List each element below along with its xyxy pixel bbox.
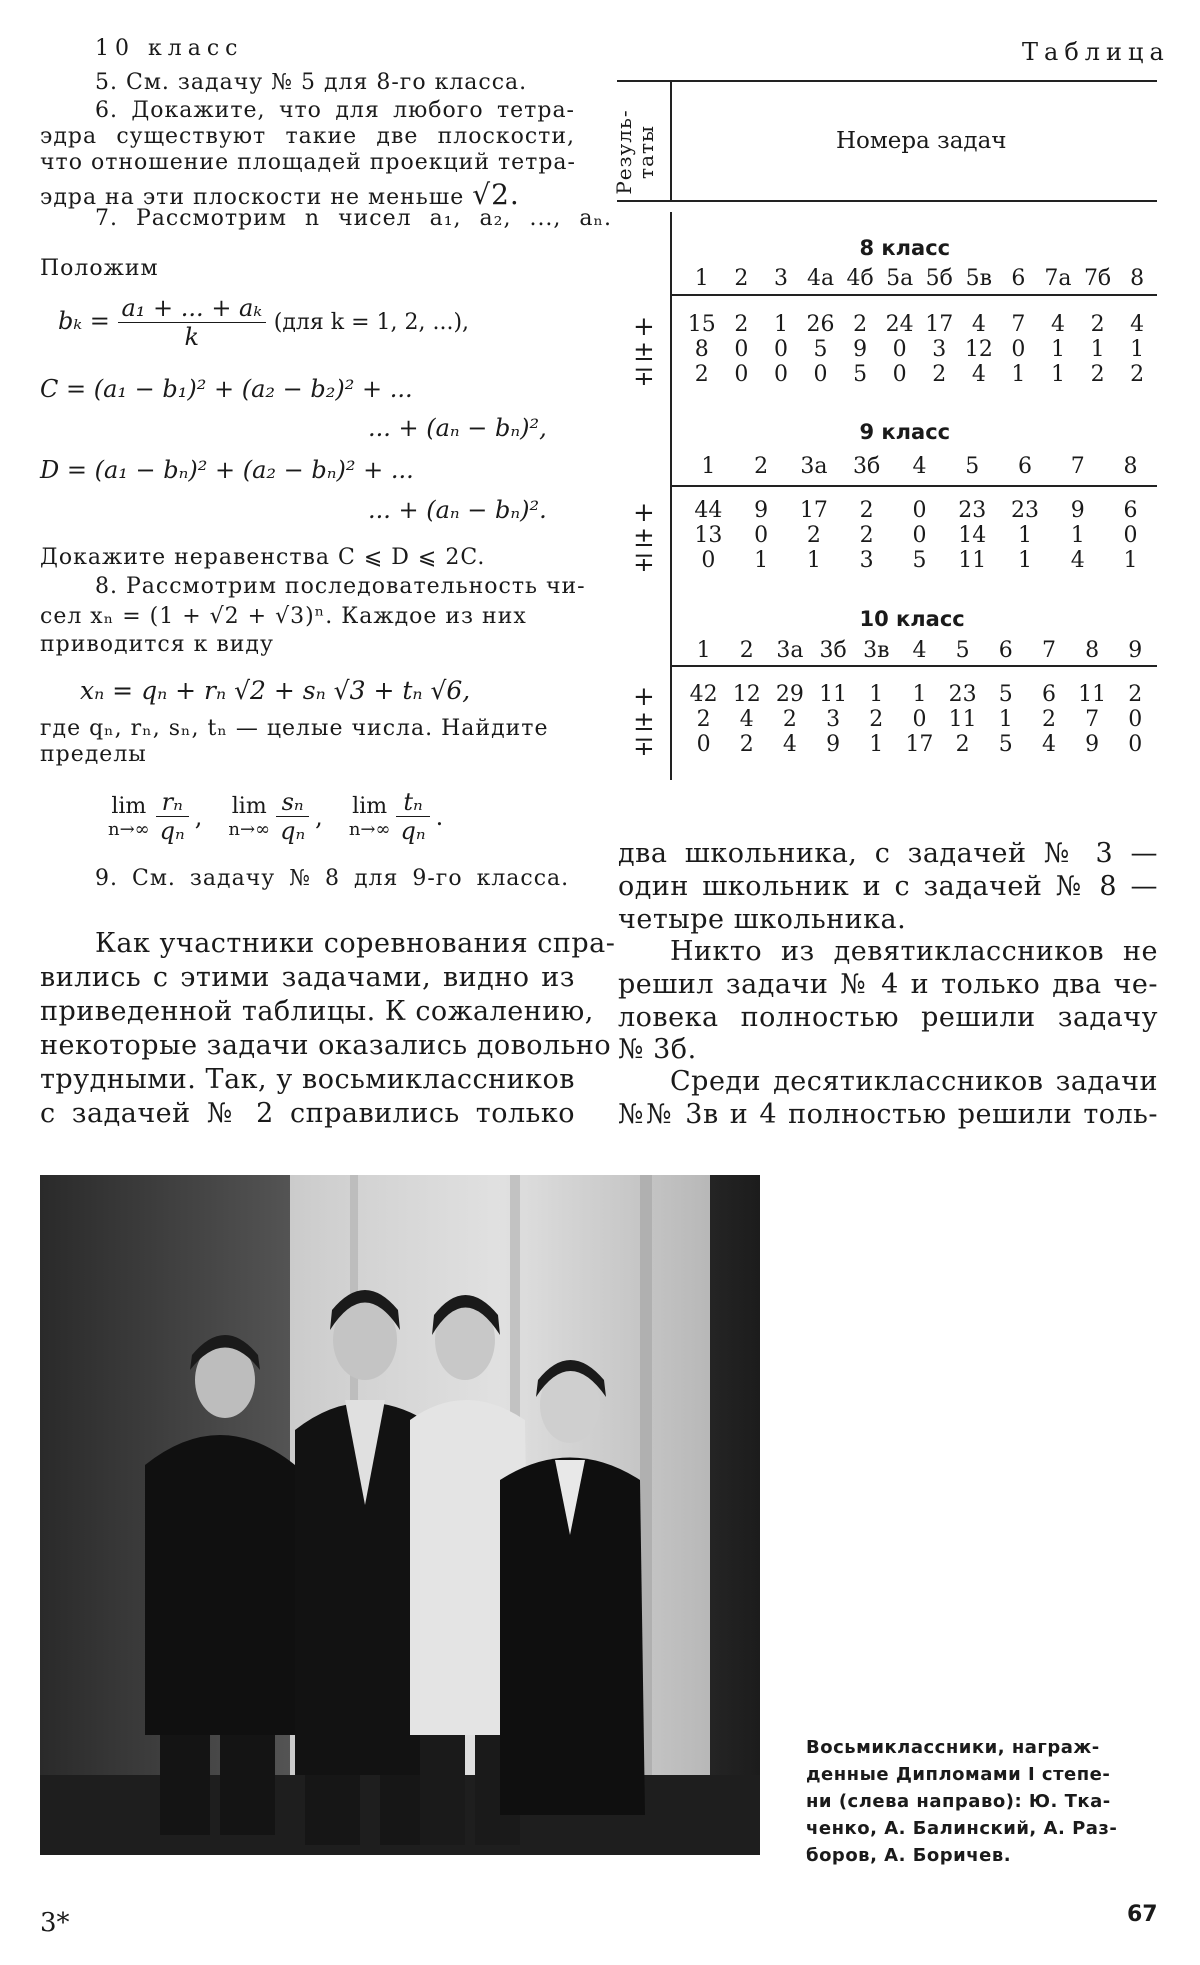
table-cell: 7 bbox=[1011, 312, 1026, 337]
comma: , bbox=[194, 802, 203, 831]
table-row bbox=[682, 362, 1157, 387]
table-cell: 1 bbox=[1017, 523, 1032, 548]
problem-number: 7б bbox=[1083, 266, 1112, 291]
problem-9: 9. См. задачу № 8 для 9-го класса. bbox=[95, 866, 570, 891]
column-problems-header: Номера задач bbox=[836, 128, 1007, 154]
table-cell: 0 bbox=[912, 707, 927, 732]
problem-number: 2 bbox=[734, 266, 749, 291]
table-cell: 1 bbox=[1050, 362, 1065, 387]
problem-number: 4 bbox=[912, 454, 927, 479]
table-row bbox=[682, 312, 1157, 337]
table-cell: 1 bbox=[912, 682, 927, 707]
table-cell: 0 bbox=[754, 523, 769, 548]
table-cell: 2 bbox=[1041, 707, 1056, 732]
problem-8-line-3: приводится к виду bbox=[40, 632, 274, 657]
problem-number: 4 bbox=[912, 638, 927, 663]
problem-number: 8 bbox=[1130, 266, 1145, 291]
table-cell: 4 bbox=[1050, 312, 1065, 337]
table-cell: 4 bbox=[782, 732, 797, 757]
problem-6-line-1: 6. Докажите, что для любого тетра- bbox=[95, 98, 575, 123]
c-formula-line-1: C = (a₁ − b₁)² + (a₂ − b₂)² + ... bbox=[40, 375, 413, 403]
table-cell: 2 bbox=[932, 362, 947, 387]
table-cell: 3 bbox=[826, 707, 841, 732]
table-vertical-rule-body bbox=[670, 212, 672, 780]
table-cell: 0 bbox=[892, 337, 907, 362]
comma: , bbox=[315, 802, 323, 831]
table-cell: 2 bbox=[734, 312, 749, 337]
problem-number: 8 bbox=[1085, 638, 1100, 663]
table-row bbox=[682, 523, 1157, 548]
grade-header-rule bbox=[672, 294, 1157, 296]
sqrt2-expression: √2. bbox=[472, 178, 520, 211]
problem-number: 3б bbox=[819, 638, 847, 663]
limit-3 bbox=[349, 788, 443, 845]
table-cell: 3 bbox=[932, 337, 947, 362]
table-cell: 1 bbox=[1050, 337, 1065, 362]
table-cell: 2 bbox=[1130, 362, 1145, 387]
lim-operator bbox=[349, 794, 391, 840]
table-cell: 23 bbox=[948, 682, 977, 707]
table-cell: 9 bbox=[853, 337, 868, 362]
table-cell: 17 bbox=[905, 732, 934, 757]
grade-header-row bbox=[682, 454, 1157, 479]
problem-number: 7а bbox=[1044, 266, 1072, 291]
limit-fraction bbox=[156, 788, 189, 845]
bk-denominator: k bbox=[184, 323, 200, 351]
table-cell: 4 bbox=[1070, 548, 1085, 573]
problem-number: 8 bbox=[1123, 454, 1138, 479]
table-cell: 0 bbox=[813, 362, 828, 387]
table-cell: 24 bbox=[885, 312, 914, 337]
inequality-statement: Докажите неравенства C ⩽ D ⩽ 2C. bbox=[40, 545, 486, 570]
table-cell: 2 bbox=[1090, 312, 1105, 337]
table-cell: 44 bbox=[694, 498, 723, 523]
table-cell: 2 bbox=[869, 707, 884, 732]
table-cell: 0 bbox=[701, 548, 716, 573]
table-cell: 11 bbox=[958, 548, 987, 573]
table-cell: 1 bbox=[1123, 548, 1138, 573]
problem-number: 5в bbox=[965, 266, 993, 291]
table-cell: 2 bbox=[739, 732, 754, 757]
table-cell: 5 bbox=[998, 732, 1013, 757]
table-cell: 4 bbox=[971, 362, 986, 387]
result-sign: ± bbox=[633, 337, 655, 367]
problem-number: 3 bbox=[773, 266, 788, 291]
table-cell: 2 bbox=[859, 498, 874, 523]
table-cell: 5 bbox=[813, 337, 828, 362]
limit-2 bbox=[228, 788, 322, 845]
table-row bbox=[682, 498, 1157, 523]
problem-number: 3б bbox=[853, 454, 881, 479]
problem-number: 4а bbox=[806, 266, 835, 291]
table-cell: 0 bbox=[734, 362, 749, 387]
grade-title: 10 класс bbox=[859, 607, 965, 631]
para-line-4: некоторые задачи оказались довольно bbox=[40, 1030, 612, 1061]
table-cell: 0 bbox=[912, 498, 927, 523]
problem-8-line-4: где qₙ, rₙ, sₙ, tₙ — целые числа. Найдите bbox=[40, 716, 549, 741]
grade-title: 8 класс bbox=[859, 236, 951, 260]
table-cell: 0 bbox=[1128, 732, 1143, 757]
table-cell: 1 bbox=[869, 732, 884, 757]
table-cell: 9 bbox=[1085, 732, 1100, 757]
table-cell: 17 bbox=[799, 498, 828, 523]
table-cell: 13 bbox=[694, 523, 723, 548]
table-cell: 0 bbox=[912, 523, 927, 548]
lim-word: lim bbox=[231, 793, 267, 819]
right-line-7: № 3б. bbox=[618, 1034, 697, 1065]
table-cell: 1 bbox=[806, 548, 821, 573]
problem-8-line-5: пределы bbox=[40, 742, 147, 767]
grade-title: 9 класс bbox=[859, 420, 951, 444]
table-cell: 8 bbox=[694, 337, 709, 362]
problem-number: 5 bbox=[965, 454, 980, 479]
problem-6-line-4-text: эдра на эти плоскости не меньше bbox=[40, 185, 465, 210]
table-vertical-rule-top bbox=[670, 82, 672, 200]
right-line-1: два школьника, с задачей № 3 — bbox=[618, 838, 1158, 869]
table-row bbox=[682, 548, 1157, 573]
problem-number: 2 bbox=[739, 638, 754, 663]
table-cell: 2 bbox=[1128, 682, 1143, 707]
table-cell: 1 bbox=[1130, 337, 1145, 362]
limit-fraction bbox=[396, 788, 429, 845]
table-top-rule bbox=[617, 80, 1157, 82]
table-row bbox=[682, 707, 1157, 732]
table-cell: 11 bbox=[1078, 682, 1107, 707]
limit-1 bbox=[108, 788, 202, 845]
bk-formula bbox=[58, 294, 469, 351]
table-cell: 6 bbox=[1041, 682, 1056, 707]
table-cell: 2 bbox=[696, 707, 711, 732]
table-cell: 2 bbox=[955, 732, 970, 757]
problem-number: 6 bbox=[1011, 266, 1026, 291]
result-sign: ± bbox=[633, 523, 655, 553]
limit-denominator: qₙ bbox=[280, 817, 306, 845]
result-sign: ∓ bbox=[633, 548, 655, 578]
table-cell: 0 bbox=[1123, 523, 1138, 548]
problem-number: 9 bbox=[1128, 638, 1143, 663]
table-cell: 0 bbox=[696, 732, 711, 757]
period: . bbox=[435, 802, 444, 831]
table-cell: 2 bbox=[694, 362, 709, 387]
result-sign: + bbox=[633, 312, 655, 342]
table-cell: 6 bbox=[1123, 498, 1138, 523]
problem-8-line-1: 8. Рассмотрим последовательность чи- bbox=[95, 574, 586, 599]
result-sign: ± bbox=[633, 707, 655, 737]
problem-7: 7. Рассмотрим n чисел a₁, a₂, ..., aₙ. bbox=[95, 206, 613, 231]
problem-number: 4б bbox=[846, 266, 874, 291]
problem-number: 1 bbox=[696, 638, 711, 663]
table-cell: 4 bbox=[1130, 312, 1145, 337]
lim-operator bbox=[228, 794, 270, 840]
limit-numerator: tₙ bbox=[396, 788, 429, 817]
table-cell: 42 bbox=[689, 682, 718, 707]
table-cell: 1 bbox=[1070, 523, 1085, 548]
class-heading: 10 класс bbox=[95, 36, 244, 61]
right-line-4: Никто из девятиклассников не bbox=[670, 936, 1158, 967]
table-cell: 0 bbox=[734, 337, 749, 362]
caption-line-5: боров, А. Боричев. bbox=[806, 1845, 1012, 1866]
result-sign: + bbox=[633, 498, 655, 528]
lim-subscript: n→∞ bbox=[348, 818, 391, 840]
para-line-6: с задачей № 2 справились только bbox=[40, 1098, 575, 1129]
table-cell: 1 bbox=[754, 548, 769, 573]
table-cell: 3 bbox=[859, 548, 874, 573]
table-cell: 7 bbox=[1085, 707, 1100, 732]
lim-operator bbox=[108, 794, 150, 840]
table-cell: 4 bbox=[1041, 732, 1056, 757]
problem-number: 7 bbox=[1041, 638, 1056, 663]
bk-numerator: a₁ + ... + aₖ bbox=[118, 294, 267, 323]
lim-subscript: n→∞ bbox=[228, 818, 271, 840]
para-line-2: вились с этими задачами, видно из bbox=[40, 962, 575, 993]
bk-lhs: bₖ = bbox=[58, 307, 110, 335]
para-line-1: Как участники соревнования спра- bbox=[95, 928, 616, 959]
problem-number: 5а bbox=[886, 266, 914, 291]
table-cell: 2 bbox=[853, 312, 868, 337]
xn-formula: xₙ = qₙ + rₙ √2 + sₙ √3 + tₙ √6, bbox=[80, 676, 471, 705]
limit-numerator: sₙ bbox=[276, 788, 309, 817]
result-sign: ∓ bbox=[633, 362, 655, 392]
table-cell: 26 bbox=[806, 312, 835, 337]
para-line-3: приведенной таблицы. К сожалению, bbox=[40, 996, 594, 1027]
table-cell: 9 bbox=[754, 498, 769, 523]
grade-header-row bbox=[682, 266, 1157, 291]
table-row bbox=[682, 337, 1157, 362]
problem-number: 6 bbox=[998, 638, 1013, 663]
polozhim-label: Положим bbox=[40, 256, 159, 281]
table-cell: 12 bbox=[732, 682, 761, 707]
table-cell: 11 bbox=[948, 707, 977, 732]
limit-denominator: qₙ bbox=[400, 817, 426, 845]
problem-number: 5 bbox=[955, 638, 970, 663]
caption-line-1: Восьмиклассники, награж- bbox=[806, 1737, 1100, 1758]
table-cell: 17 bbox=[925, 312, 954, 337]
table-cell: 12 bbox=[964, 337, 993, 362]
table-title: Таблица bbox=[1022, 38, 1170, 66]
problem-number: 6 bbox=[1017, 454, 1032, 479]
limit-denominator: qₙ bbox=[159, 817, 185, 845]
right-line-5: решил задачи № 4 и только два че- bbox=[618, 969, 1158, 1000]
right-line-3: четыре школьника. bbox=[618, 904, 907, 935]
table-cell: 0 bbox=[773, 362, 788, 387]
caption-line-2: денные Дипломами I степе- bbox=[806, 1764, 1111, 1785]
table-cell: 0 bbox=[1128, 707, 1143, 732]
table-row bbox=[682, 682, 1157, 707]
table-cell: 1 bbox=[773, 312, 788, 337]
problem-6-line-3: что отношение площадей проекций тетра- bbox=[40, 150, 576, 175]
table-cell: 2 bbox=[859, 523, 874, 548]
table-cell: 2 bbox=[782, 707, 797, 732]
problem-number: 7 bbox=[1070, 454, 1085, 479]
table-cell: 11 bbox=[819, 682, 848, 707]
table-cell: 15 bbox=[687, 312, 716, 337]
problem-number: 2 bbox=[754, 454, 769, 479]
table-cell: 23 bbox=[958, 498, 987, 523]
limit-numerator: rₙ bbox=[156, 788, 189, 817]
problem-number: 1 bbox=[701, 454, 716, 479]
right-line-6: ловека полностью решили задачу bbox=[618, 1002, 1158, 1033]
table-cell: 5 bbox=[912, 548, 927, 573]
table-row bbox=[682, 732, 1157, 757]
problem-6-line-2: эдра существуют такие две плоскости, bbox=[40, 124, 575, 149]
d-formula-line-1: D = (a₁ − bₙ)² + (a₂ − bₙ)² + ... bbox=[40, 456, 414, 484]
para-line-5: трудными. Так, у восьмиклассников bbox=[40, 1064, 575, 1095]
table-cell: 0 bbox=[892, 362, 907, 387]
table-cell: 5 bbox=[853, 362, 868, 387]
result-sign: ∓ bbox=[633, 732, 655, 762]
grade-header-row bbox=[682, 638, 1157, 663]
caption-line-3: ни (слева направо): Ю. Тка- bbox=[806, 1791, 1111, 1812]
grade-header-rule bbox=[672, 665, 1157, 667]
table-header-rule bbox=[617, 200, 1157, 202]
limits-row bbox=[108, 788, 443, 845]
table-cell: 0 bbox=[773, 337, 788, 362]
table-cell: 9 bbox=[1070, 498, 1085, 523]
problem-8-line-2: сел xₙ = (1 + √2 + √3)ⁿ. Каждое из них bbox=[40, 604, 527, 629]
problem-5: 5. См. задачу № 5 для 8-го класса. bbox=[95, 70, 528, 95]
table-cell: 1 bbox=[1090, 337, 1105, 362]
problem-number: 5б bbox=[925, 266, 953, 291]
lim-subscript: n→∞ bbox=[108, 818, 150, 840]
problem-number: 1 bbox=[694, 266, 709, 291]
problem-number: 3а bbox=[800, 454, 828, 479]
d-formula-line-2: ... + (aₙ − bₙ)². bbox=[368, 496, 547, 524]
table-cell: 2 bbox=[806, 523, 821, 548]
table-cell: 5 bbox=[998, 682, 1013, 707]
right-line-8: Среди десятиклассников задачи bbox=[670, 1066, 1158, 1097]
caption-line-4: ченко, А. Балинский, А. Раз- bbox=[806, 1818, 1118, 1839]
table-cell: 0 bbox=[1011, 337, 1026, 362]
signature-mark: 3* bbox=[40, 1908, 70, 1938]
page-number: 67 bbox=[1127, 1902, 1158, 1927]
bk-fraction bbox=[118, 294, 267, 351]
table-cell: 1 bbox=[1017, 548, 1032, 573]
table-cell: 2 bbox=[1090, 362, 1105, 387]
photo-illustration bbox=[40, 1175, 760, 1855]
limit-fraction bbox=[276, 788, 309, 845]
c-formula-line-2: ... + (aₙ − bₙ)², bbox=[368, 414, 547, 442]
table-cell: 4 bbox=[739, 707, 754, 732]
table-cell: 1 bbox=[1011, 362, 1026, 387]
table-cell: 23 bbox=[1010, 498, 1039, 523]
result-sign: + bbox=[633, 682, 655, 712]
table-cell: 1 bbox=[998, 707, 1013, 732]
table-cell: 1 bbox=[869, 682, 884, 707]
table-cell: 9 bbox=[826, 732, 841, 757]
table-cell: 4 bbox=[971, 312, 986, 337]
column-results-header: Резуль-таты bbox=[612, 109, 658, 195]
grade-header-rule bbox=[672, 485, 1157, 487]
lim-word: lim bbox=[111, 793, 147, 819]
problem-number: 3а bbox=[776, 638, 804, 663]
photo bbox=[40, 1175, 760, 1855]
lim-word: lim bbox=[352, 793, 388, 819]
right-line-9: №№ 3в и 4 полностью решили толь- bbox=[618, 1099, 1158, 1130]
right-line-2: один школьник и с задачей № 8 — bbox=[618, 871, 1158, 902]
problem-number: 3в bbox=[863, 638, 890, 663]
table-cell: 14 bbox=[958, 523, 987, 548]
bk-condition: (для k = 1, 2, ...), bbox=[273, 310, 470, 335]
table-cell: 29 bbox=[775, 682, 804, 707]
